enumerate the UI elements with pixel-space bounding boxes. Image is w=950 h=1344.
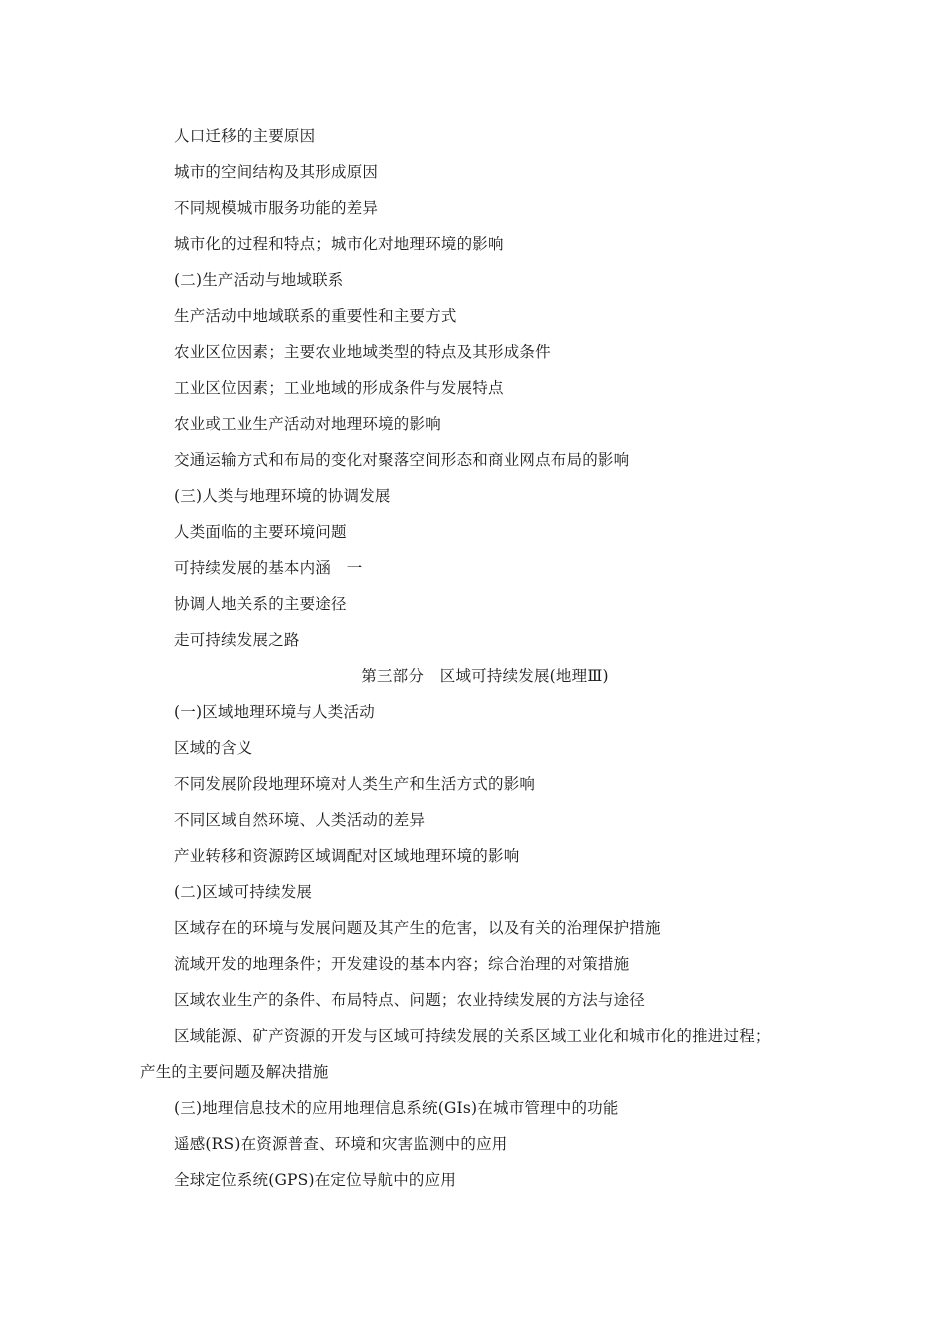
text-line: 走可持续发展之路 — [174, 631, 300, 649]
text-line: 不同区域自然环境、人类活动的差异 — [174, 811, 426, 829]
text-line: 城市的空间结构及其形成原因 — [174, 163, 379, 181]
text-line: 区域能源、矿产资源的开发与区域可持续发展的关系区域工业化和城市化的推进过程； — [174, 1027, 771, 1045]
text-line: 不同规模城市服务功能的差异 — [174, 199, 379, 217]
text-line: 人类面临的主要环境问题 — [174, 523, 347, 541]
text-line: 城市化的过程和特点；城市化对地理环境的影响 — [174, 235, 504, 253]
text-line: 流域开发的地理条件；开发建设的基本内容；综合治理的对策措施 — [174, 955, 630, 973]
text-line: 遥感(RS)在资源普查、环境和灾害监测中的应用 — [174, 1135, 508, 1153]
section-heading: (三)地理信息技术的应用地理信息系统(GIs)在城市管理中的功能 — [174, 1099, 619, 1117]
text-line: 工业区位因素；工业地域的形成条件与发展特点 — [174, 379, 504, 397]
text-line: 农业或工业生产活动对地理环境的影响 — [174, 415, 441, 433]
document-body — [140, 118, 830, 1198]
text-line: 人口迁移的主要原因 — [174, 127, 316, 145]
text-line: 区域农业生产的条件、布局特点、问题；农业持续发展的方法与途径 — [174, 991, 646, 1009]
text-line: 产业转移和资源跨区域调配对区域地理环境的影响 — [174, 847, 520, 865]
section-heading: (二)区域可持续发展 — [174, 883, 313, 901]
text-line: 可持续发展的基本内涵 一 — [174, 559, 363, 577]
text-line: 农业区位因素；主要农业地域类型的特点及其形成条件 — [174, 343, 551, 361]
text-line: 生产活动中地域联系的重要性和主要方式 — [174, 307, 457, 325]
section-heading: (一)区域地理环境与人类活动 — [174, 703, 375, 721]
text-line-continuation: 产生的主要问题及解决措施 — [140, 1063, 329, 1081]
text-line: 区域存在的环境与发展问题及其产生的危害，以及有关的治理保护措施 — [174, 919, 661, 937]
section-heading: (二)生产活动与地域联系 — [174, 271, 344, 289]
part-title: 第三部分 区域可持续发展(地理Ⅲ) — [361, 667, 609, 685]
text-line: 全球定位系统(GPS)在定位导航中的应用 — [174, 1171, 457, 1189]
text-line: 交通运输方式和布局的变化对聚落空间形态和商业网点布局的影响 — [174, 451, 630, 469]
text-line: 协调人地关系的主要途径 — [174, 595, 347, 613]
section-heading: (三)人类与地理环境的协调发展 — [174, 487, 391, 505]
text-line: 不同发展阶段地理环境对人类生产和生活方式的影响 — [174, 775, 536, 793]
text-line: 区域的含义 — [174, 739, 253, 757]
